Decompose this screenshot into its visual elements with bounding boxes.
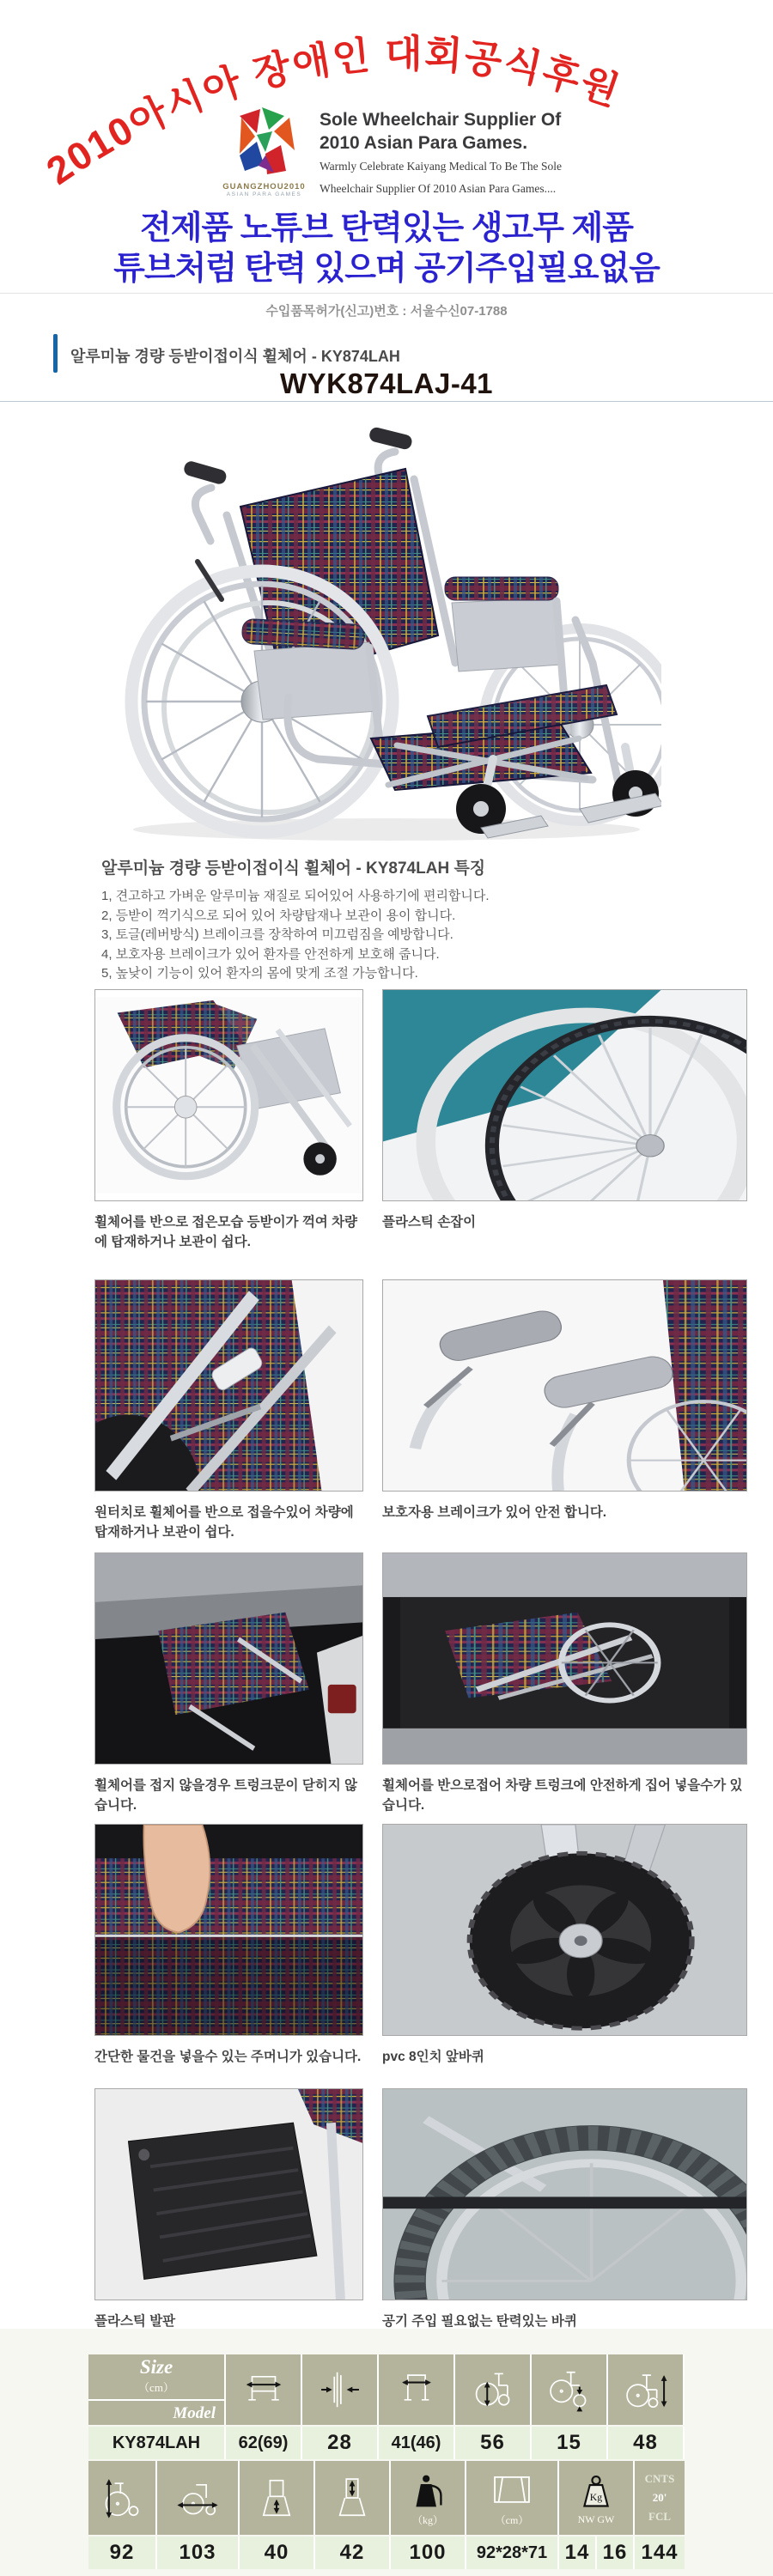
feature-item: 2, 등받이 꺽기식으로 되어 있어 차량탑재나 보관이 용이 합니다. — [101, 908, 456, 923]
cnts-line1: CNTS — [644, 2471, 675, 2485]
product-title: 알루미늄 경량 등받이접이식 휠체어 - KY874LAH — [70, 348, 400, 365]
armrest-width-value: 41(46) — [379, 2427, 453, 2459]
supplier-headline — [320, 108, 603, 200]
spec-data-row-2 — [88, 2537, 685, 2569]
size-label: Size — [139, 2355, 173, 2378]
container-load-cell — [635, 2461, 685, 2535]
detail-photo-handrim — [382, 989, 747, 1232]
photo-pvc-front-wheel — [382, 1824, 747, 2036]
para-games-emblem-icon — [233, 107, 296, 176]
photo-storage-pocket — [94, 1824, 363, 2036]
seat-height-value: 48 — [608, 2427, 683, 2459]
detail-photo-footplate — [94, 2088, 363, 2331]
spec-table — [88, 2354, 685, 2569]
main-product-photo — [112, 405, 661, 839]
photo-plastic-handrim — [382, 989, 747, 1201]
weight-icon — [559, 2461, 633, 2535]
logo-games-text: ASIAN PARA GAMES — [226, 191, 302, 197]
photo-folded-in-trunk — [382, 1552, 747, 1765]
overall-length-icon — [157, 2461, 238, 2535]
overall-length-value: 103 — [157, 2537, 238, 2569]
gross-weight-value: 16 — [597, 2537, 633, 2569]
no-tube-slogan — [0, 209, 773, 289]
model-code: WYK874LAJ-41 — [279, 368, 494, 399]
divider — [0, 293, 773, 294]
model-value-cell: KY874LAH — [88, 2427, 224, 2459]
folded-size-value: 92*28*71 — [466, 2537, 557, 2569]
folded-size-icon — [466, 2461, 557, 2535]
max-load-value: 100 — [391, 2537, 465, 2569]
feature-item: 4, 보호자용 브레이크가 있어 환자를 안전하게 보호해 줍니다. — [101, 946, 440, 962]
headline-line2: 2010 Asian Para Games. — [320, 133, 528, 154]
backrest-height-value: 42 — [315, 2537, 389, 2569]
corner-divider — [88, 2399, 224, 2401]
photo-caption: 플라스틱 발판 — [94, 2314, 176, 2329]
seat-height-icon — [608, 2354, 683, 2425]
seat-width-icon — [226, 2354, 301, 2425]
photo-caption: 보호자용 브레이크가 있어 안전 합니다. — [382, 1505, 607, 1520]
photo-caption: 휠체어를 반으로 접은모습 등받이가 꺽여 차량에 탑재하거나 보관이 쉽다. — [94, 1215, 358, 1250]
photo-attendant-brakes — [382, 1279, 747, 1492]
photo-caption: 플라스틱 손잡이 — [382, 1215, 477, 1230]
cnts-line2: 20' — [652, 2490, 667, 2504]
headline-sub1: Warmly Celebrate Kaiyang Medical To Be The Sole — [320, 159, 563, 173]
size-model-corner-cell — [88, 2354, 224, 2425]
slogan-line1: 전제품 노튜브 탄력있는 생고무 제품 — [140, 210, 633, 246]
seat-depth-icon — [302, 2354, 377, 2425]
features-title: 알루미늄 경량 등받이접이식 휠체어 - KY874LAH 특징 — [101, 860, 486, 878]
seat-depth-value: 28 — [302, 2427, 377, 2459]
photo-airless-tire — [382, 2088, 747, 2300]
feature-item: 5, 높낮이 기능이 있어 환자의 몸에 맞게 조절 가능합니다. — [101, 966, 418, 981]
detail-photo-folded — [94, 989, 363, 1253]
overall-height-icon — [88, 2461, 155, 2535]
photo-caption: 원터치로 휠체어를 반으로 접을수있어 차량에 탑재하거나 보관이 쉽다. — [94, 1505, 354, 1540]
guangzhou-2010-logo — [215, 107, 313, 197]
svg-text:Kg: Kg — [589, 2491, 603, 2503]
feature-item: 3, 토글(레버방식) 브레이크를 장착하여 미끄럼짐을 예방합니다. — [101, 927, 453, 943]
seat-width-value: 62(69) — [226, 2427, 301, 2459]
folded-size-unit: （cm） — [495, 2513, 529, 2526]
spec-header-row-1 — [88, 2354, 685, 2425]
rear-wheel-diameter-value: 56 — [455, 2427, 530, 2459]
net-weight-value: 14 — [559, 2537, 595, 2569]
photo-plastic-footplate — [94, 2088, 363, 2300]
photo-caption: 휠체어를 접지 않을경우 트렁크문이 닫히지 않습니다. — [94, 1778, 358, 1814]
photo-caption: pvc 8인치 앞바퀴 — [382, 2050, 484, 2064]
spec-data-row-1 — [88, 2427, 685, 2459]
spec-header-row-2 — [88, 2461, 685, 2535]
headline-line1: Sole Wheelchair Supplier Of — [320, 110, 562, 130]
logo-city-text: GUANGZHOU2010 — [222, 182, 306, 191]
headline-sub2: Wheelchair Supplier Of 2010 Asian Para Games.... — [320, 181, 557, 195]
detail-photo-solid-tire — [382, 2088, 747, 2331]
caster-diameter-value: 15 — [532, 2427, 606, 2459]
nw-gw-label: NW GW — [577, 2512, 615, 2525]
wheelchair-illustration — [112, 405, 661, 843]
import-license-number: 수입품목허가(신고)번호 : 서울수신07-1788 — [265, 304, 508, 319]
photo-folding-mechanism — [94, 1279, 363, 1492]
model-label: Model — [173, 2403, 216, 2422]
cnts-line3: FCL — [648, 2510, 671, 2524]
photo-trunk-not-closing — [94, 1552, 363, 1765]
max-load-icon — [391, 2461, 465, 2535]
armrest-width-icon — [379, 2354, 453, 2425]
features-list — [101, 887, 490, 984]
photo-caption: 간단한 물건을 넣을수 있는 주머니가 있습니다. — [94, 2050, 362, 2064]
size-unit: （cm） — [138, 2380, 174, 2394]
detail-photo-trunk-loaded — [382, 1552, 747, 1816]
svg-text:2010아시아 장애인 대회공식후원: 2010아시아 장애인 대회공식후원 — [38, 32, 626, 193]
photo-folded-wheelchair — [94, 989, 363, 1201]
photo-caption: 공기 주입 필요없는 탄력있는 바퀴 — [382, 2314, 577, 2329]
rear-wheel-diameter-icon — [455, 2354, 530, 2425]
detail-photo-front-wheel — [382, 1824, 747, 2067]
seat-floor-height-icon — [240, 2461, 313, 2535]
caster-diameter-icon — [532, 2354, 606, 2425]
detail-photo-onetouch-fold — [94, 1279, 363, 1543]
max-load-unit: （kg） — [411, 2513, 443, 2526]
feature-item: 1, 견고하고 가벼운 알루미늄 재질로 되어있어 사용하기에 편리합니다. — [101, 889, 490, 903]
detail-photo-brake-grips — [382, 1279, 747, 1522]
divider — [0, 401, 773, 402]
photo-caption: 휠체어를 반으로접어 차량 트렁크에 안전하게 집어 넣을수가 있습니다. — [382, 1778, 743, 1814]
slogan-line2: 튜브처럼 탄력 있으며 공기주입필요없음 — [113, 251, 660, 288]
seat-floor-height-value: 40 — [240, 2537, 313, 2569]
container-load-value: 144 — [635, 2537, 685, 2569]
detail-photo-trunk-open — [94, 1552, 363, 1816]
detail-photo-pocket — [94, 1824, 363, 2067]
overall-height-value: 92 — [88, 2537, 155, 2569]
backrest-height-icon — [315, 2461, 389, 2535]
